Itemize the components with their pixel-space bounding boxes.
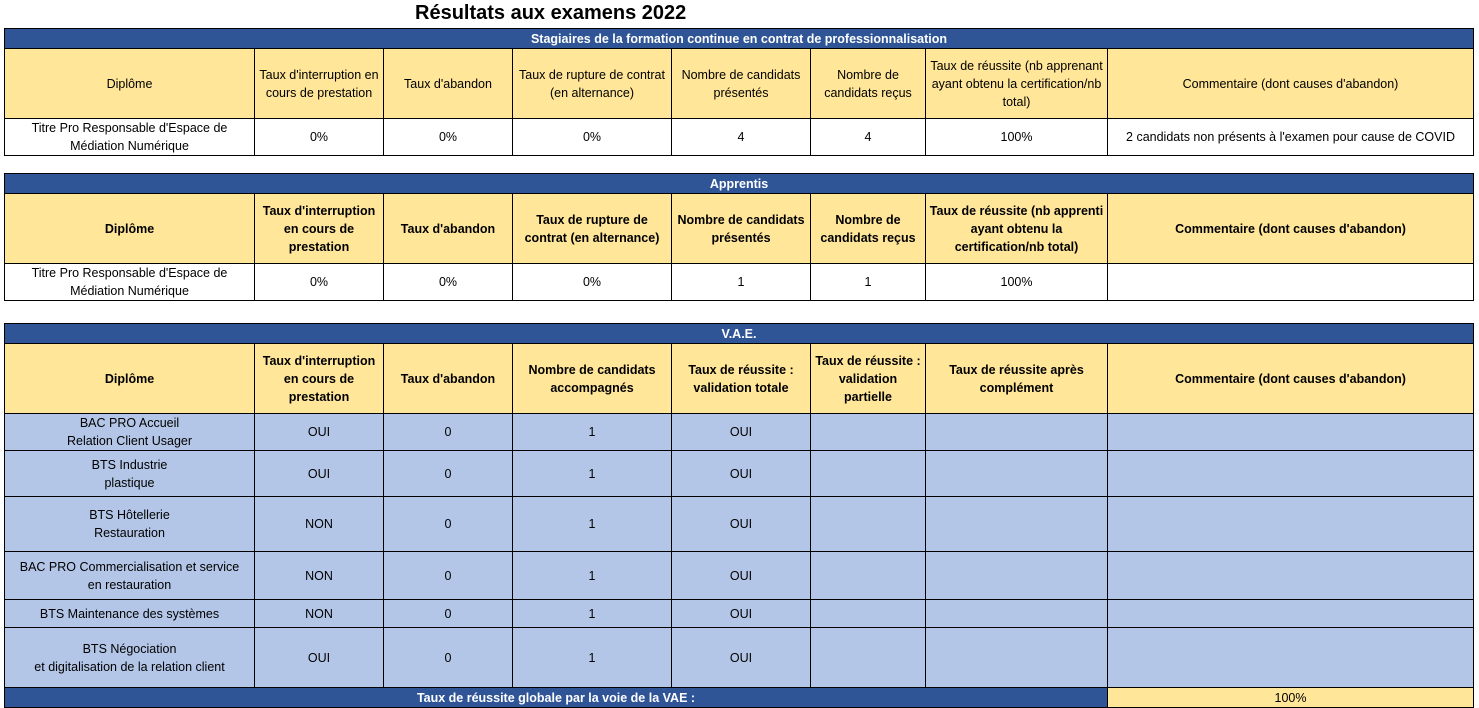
- cell-col5: 1: [672, 264, 811, 301]
- column-header-commentaire: Commentaire (dont causes d'abandon): [1108, 49, 1474, 119]
- cell-col5: OUI: [672, 552, 811, 600]
- column-header-col5: Nombre de candidats présentés: [672, 49, 811, 119]
- cell-reussite: [926, 552, 1108, 600]
- cell-abandon: 0: [384, 497, 513, 552]
- table-row: [5, 451, 1474, 497]
- column-header-col4: Taux de rupture de contrat (en alternance): [513, 194, 672, 264]
- cell-abandon: 0%: [384, 264, 513, 301]
- cell-commentaire: [1108, 552, 1474, 600]
- column-header-diplome: Diplôme: [5, 344, 255, 414]
- column-header-abandon: Taux d'abandon: [384, 344, 513, 414]
- cell-interruption: 0%: [255, 264, 384, 301]
- cell-abandon: 0: [384, 628, 513, 688]
- cell-interruption: NON: [255, 600, 384, 628]
- cell-commentaire: [1108, 600, 1474, 628]
- cell-col4: 0%: [513, 119, 672, 156]
- column-header-interruption: Taux d'interruption en cours de prestation: [255, 194, 384, 264]
- cell-diplome: Titre Pro Responsable d'Espace de Médiation Numérique: [5, 264, 255, 301]
- column-header-col6: Nombre de candidats reçus: [811, 194, 926, 264]
- cell-reussite: [926, 497, 1108, 552]
- header-row: [5, 194, 1474, 264]
- column-header-reussite: Taux de réussite (nb apprenti ayant obtenu la certification/nb total): [926, 194, 1108, 264]
- cell-abandon: 0%: [384, 119, 513, 156]
- cell-commentaire: [1108, 264, 1474, 301]
- section-formation-continue-table: [4, 28, 1474, 156]
- column-header-interruption: Taux d'interruption en cours de prestation: [255, 344, 384, 414]
- cell-commentaire: 2 candidats non présents à l'examen pour cause de COVID: [1108, 119, 1474, 156]
- column-header-abandon: Taux d'abandon: [384, 49, 513, 119]
- column-header-col5: Taux de réussite : validation totale: [672, 344, 811, 414]
- column-header-col6: Taux de réussite : validation partielle: [811, 344, 926, 414]
- cell-abandon: 0: [384, 414, 513, 451]
- cell-col4: 1: [513, 497, 672, 552]
- section-apprentis-table: [4, 173, 1474, 301]
- cell-col5: OUI: [672, 628, 811, 688]
- cell-diplome: BTS Hôtellerie Restauration: [5, 497, 255, 552]
- column-header-col6: Nombre de candidats reçus: [811, 49, 926, 119]
- column-header-col4: Nombre de candidats accompagnés: [513, 344, 672, 414]
- cell-abandon: 0: [384, 600, 513, 628]
- cell-col6: 1: [811, 264, 926, 301]
- cell-col4: 1: [513, 552, 672, 600]
- vae-global-rate-label: Taux de réussite globale par la voie de la VAE :: [5, 688, 1108, 708]
- cell-col6: 4: [811, 119, 926, 156]
- table-row: [5, 119, 1474, 156]
- column-header-diplome: Diplôme: [5, 194, 255, 264]
- cell-commentaire: [1108, 451, 1474, 497]
- cell-col6: [811, 600, 926, 628]
- cell-interruption: NON: [255, 552, 384, 600]
- table-row: [5, 600, 1474, 628]
- cell-reussite: [926, 600, 1108, 628]
- cell-col6: [811, 414, 926, 451]
- cell-col5: OUI: [672, 451, 811, 497]
- column-header-abandon: Taux d'abandon: [384, 194, 513, 264]
- table-row: [5, 552, 1474, 600]
- cell-diplome: BTS Industrie plastique: [5, 451, 255, 497]
- cell-reussite: 100%: [926, 264, 1108, 301]
- column-header-interruption: Taux d'interruption en cours de prestation: [255, 49, 384, 119]
- cell-commentaire: [1108, 414, 1474, 451]
- table-row: [5, 628, 1474, 688]
- cell-reussite: [926, 451, 1108, 497]
- column-header-commentaire: Commentaire (dont causes d'abandon): [1108, 194, 1474, 264]
- cell-col4: 1: [513, 414, 672, 451]
- cell-reussite: [926, 628, 1108, 688]
- cell-interruption: OUI: [255, 628, 384, 688]
- cell-col6: [811, 497, 926, 552]
- cell-reussite: [926, 414, 1108, 451]
- cell-col6: [811, 451, 926, 497]
- cell-col4: 0%: [513, 264, 672, 301]
- section-band: Stagiaires de la formation continue en contrat de professionnalisation: [5, 29, 1474, 49]
- column-header-col5: Nombre de candidats présentés: [672, 194, 811, 264]
- section-band: V.A.E.: [5, 324, 1474, 344]
- cell-col6: [811, 552, 926, 600]
- table-row: [5, 264, 1474, 301]
- cell-interruption: OUI: [255, 414, 384, 451]
- page-title: Résultats aux examens 2022: [415, 2, 687, 24]
- cell-col4: 1: [513, 600, 672, 628]
- column-header-col4: Taux de rupture de contrat (en alternance): [513, 49, 672, 119]
- cell-commentaire: [1108, 497, 1474, 552]
- column-header-diplome: Diplôme: [5, 49, 255, 119]
- column-header-reussite: Taux de réussite (nb apprenant ayant obtenu la certification/nb total): [926, 49, 1108, 119]
- header-row: [5, 344, 1474, 414]
- cell-reussite: 100%: [926, 119, 1108, 156]
- cell-col5: OUI: [672, 414, 811, 451]
- section-vae-table: [4, 323, 1474, 708]
- column-header-reussite: Taux de réussite après complément: [926, 344, 1108, 414]
- vae-global-rate-value: 100%: [1108, 688, 1474, 708]
- cell-col5: 4: [672, 119, 811, 156]
- cell-commentaire: [1108, 628, 1474, 688]
- cell-col4: 1: [513, 628, 672, 688]
- cell-interruption: OUI: [255, 451, 384, 497]
- cell-diplome: BAC PRO Accueil Relation Client Usager: [5, 414, 255, 451]
- cell-col5: OUI: [672, 497, 811, 552]
- cell-col5: OUI: [672, 600, 811, 628]
- cell-diplome: BAC PRO Commercialisation et service en restauration: [5, 552, 255, 600]
- section-band: Apprentis: [5, 174, 1474, 194]
- cell-col6: [811, 628, 926, 688]
- column-header-commentaire: Commentaire (dont causes d'abandon): [1108, 344, 1474, 414]
- cell-interruption: 0%: [255, 119, 384, 156]
- cell-diplome: BTS Négociation et digitalisation de la relation client: [5, 628, 255, 688]
- cell-interruption: NON: [255, 497, 384, 552]
- table-row: [5, 414, 1474, 451]
- cell-abandon: 0: [384, 552, 513, 600]
- header-row: [5, 49, 1474, 119]
- cell-col4: 1: [513, 451, 672, 497]
- table-row: [5, 497, 1474, 552]
- cell-diplome: Titre Pro Responsable d'Espace de Médiation Numérique: [5, 119, 255, 156]
- cell-diplome: BTS Maintenance des systèmes: [5, 600, 255, 628]
- cell-abandon: 0: [384, 451, 513, 497]
